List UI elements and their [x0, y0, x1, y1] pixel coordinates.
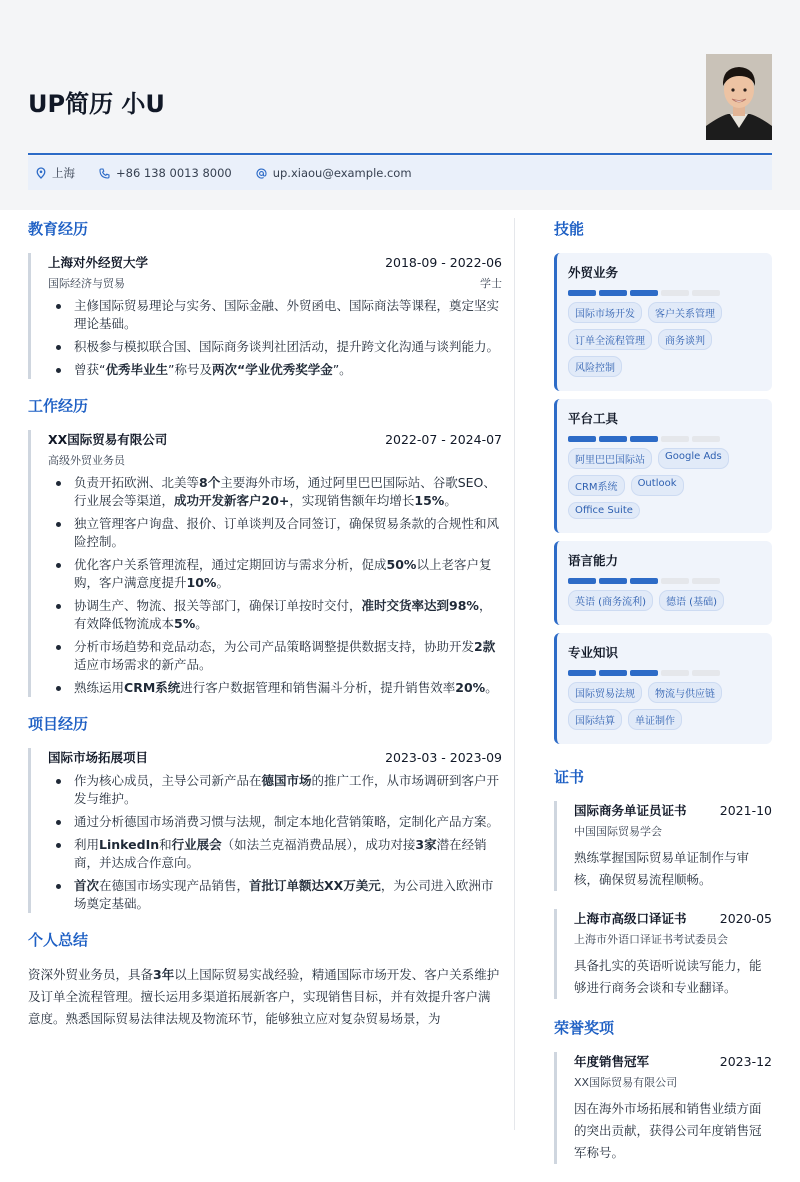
skill-tag: Office Suite [568, 502, 640, 519]
skill-tag: Google Ads [658, 448, 729, 469]
skill-card [554, 253, 772, 391]
profile-photo [706, 54, 772, 140]
bullet-item [48, 597, 502, 633]
text-run: 以上国际贸易实战经验，精通国际市场开发、客户关系维护及订单全流程管理。擅长运用多渠道拓展新客户，实现销售目标，并有效提升客户满意度。熟悉国际贸易法律法规及物流环节，能够独立应对复杂贸易场景，为 [28, 967, 500, 1026]
skills-list [554, 253, 772, 744]
summary-text [28, 964, 502, 1030]
skill-level-bar [568, 578, 762, 584]
emphasis-text: 优秀毕业生 [105, 362, 168, 377]
skill-level-bar [568, 670, 762, 676]
level-segment [661, 436, 689, 442]
text-run: 潜在经销商，并达成合作意向。 [74, 837, 487, 870]
honor-date: 2023-12 [719, 1054, 772, 1069]
text-run: 进行客户数据管理和销售漏斗分析，提升销售效率 [180, 680, 456, 695]
resume-header [28, 54, 772, 154]
cert-issuer: 上海市外语口译证书考试委员会 [574, 933, 728, 946]
emphasis-text: 首次 [74, 878, 100, 893]
education-entry [28, 253, 502, 379]
bullet-item [48, 361, 502, 379]
skill-tags [568, 448, 762, 525]
project-name: 国际市场拓展项目 [48, 750, 149, 765]
level-segment [661, 290, 689, 296]
skill-tags [568, 302, 762, 383]
emphasis-text: 准时交货率达到98% [361, 598, 479, 613]
skill-card [554, 541, 772, 625]
skill-tag: 德语 (基础) [659, 590, 724, 611]
honor-description: 因在海外市场拓展和销售业绩方面的突出贡献，获得公司年度销售冠军称号。 [574, 1101, 762, 1160]
level-segment [599, 670, 627, 676]
text-run: ”。 [332, 362, 352, 377]
text-run: 通过分析德国市场消费习惯与法规，制定本地化营销策略，定制化产品方案。 [74, 814, 500, 829]
level-segment [568, 290, 596, 296]
skill-tag: 单证制作 [628, 709, 682, 730]
emphasis-text: 20% [455, 680, 486, 695]
honor-entry [554, 1052, 772, 1164]
candidate-name: UP简历 小U [28, 90, 165, 118]
level-segment [568, 670, 596, 676]
skill-tag: CRM系统 [568, 475, 625, 496]
emphasis-text: 3年 [153, 967, 175, 982]
text-run: 。 [444, 493, 457, 508]
phone-icon [99, 168, 110, 179]
work-bullets [48, 474, 502, 697]
skill-tag: 风险控制 [568, 356, 622, 377]
skill-tag: 国际贸易法规 [568, 682, 642, 703]
bullet-item [48, 679, 502, 697]
text-run: 负责开拓欧洲、北美等 [74, 475, 200, 490]
text-run: ，为公司进入欧洲市场奠定基础。 [74, 878, 494, 911]
skill-tag: 物流与供应链 [648, 682, 722, 703]
phone-text: +86 138 0013 8000 [116, 166, 232, 180]
text-run: 。 [485, 680, 498, 695]
text-run: 优化客户关系管理流程，通过定期回访与需求分析，促成 [74, 557, 387, 572]
project-date: 2023-03 - 2023-09 [385, 750, 502, 765]
emphasis-text: 成功开发新客户20+ [174, 493, 290, 508]
text-run: 独立管理客户询盘、报价、订单谈判及合同签订，确保贸易条款的合规性和风险控制。 [74, 516, 500, 549]
level-segment [692, 290, 720, 296]
bullet-item [48, 638, 502, 674]
text-run: ，实现销售额年均增长 [289, 493, 415, 508]
email-at-icon [256, 168, 267, 179]
bullet-item [48, 474, 502, 510]
bullet-item [48, 772, 502, 808]
cert-name: 国际商务单证员证书 [574, 803, 687, 818]
skill-tag: Outlook [631, 475, 684, 496]
emphasis-text: 两次“学业优秀奖学金 [211, 362, 333, 377]
skill-tag: 英语 (商务流利) [568, 590, 653, 611]
emphasis-text: 德国市场 [261, 773, 312, 788]
level-segment [599, 436, 627, 442]
text-run: 主要海外市场，通过阿里巴巴国际站、谷歌SEO、行业展会等渠道， [74, 475, 496, 508]
bullet-item [48, 877, 502, 913]
major: 国际经济与贸易 [48, 277, 125, 290]
level-segment [630, 290, 658, 296]
bullet-item [48, 813, 502, 831]
text-run: （如法兰克福消费品展），成功对接 [221, 837, 416, 852]
emphasis-text: CRM系统 [124, 680, 181, 695]
work-date: 2022-07 - 2024-07 [385, 432, 502, 447]
skill-tags [568, 682, 762, 736]
cert-name: 上海市高级口译证书 [574, 911, 687, 926]
skill-name: 语言能力 [568, 553, 619, 568]
level-segment [692, 436, 720, 442]
skill-tag: 订单全流程管理 [568, 329, 652, 350]
honor-issuer: XX国际贸易有限公司 [574, 1076, 678, 1089]
cert-date: 2020-05 [719, 911, 772, 926]
level-segment [692, 670, 720, 676]
text-run: 。 [195, 616, 208, 631]
skill-card [554, 633, 772, 744]
location-pin-icon [36, 167, 46, 179]
text-run: 作为核心成员，主导公司新产品在 [74, 773, 262, 788]
level-segment [630, 670, 658, 676]
right-column [554, 218, 772, 1182]
level-segment [630, 436, 658, 442]
project-heading: 项目经历 [28, 715, 89, 733]
text-run: 分析市场趋势和竞品动态，为公司产品策略调整提供数据支持，协助开发 [74, 639, 475, 654]
emphasis-text: 首批订单额达XX万美元 [249, 878, 381, 893]
location-text: 上海 [52, 166, 75, 180]
contact-phone[interactable] [99, 166, 232, 180]
level-segment [661, 578, 689, 584]
emphasis-text: 8个 [199, 475, 221, 490]
text-run: 曾获“ [74, 362, 106, 377]
level-segment [568, 436, 596, 442]
bullet-item [48, 297, 502, 333]
bullet-item [48, 836, 502, 872]
text-run: 和 [159, 837, 172, 852]
text-run: 资深外贸业务员，具备 [28, 967, 154, 982]
cert-entry [554, 909, 772, 999]
level-segment [599, 578, 627, 584]
skills-heading: 技能 [554, 220, 585, 238]
column-divider [514, 218, 515, 1130]
level-segment [599, 290, 627, 296]
certs-heading: 证书 [554, 768, 585, 786]
job-title: 高级外贸业务员 [48, 454, 125, 467]
degree: 学士 [480, 277, 502, 290]
text-run: 适应市场需求的新产品。 [74, 657, 212, 672]
level-segment [630, 578, 658, 584]
text-run: ，有效降低物流成本 [74, 598, 492, 631]
skill-card [554, 399, 772, 533]
honors-heading: 荣誉奖项 [554, 1019, 615, 1037]
level-segment [692, 578, 720, 584]
bullet-item [48, 556, 502, 592]
emphasis-text: 50% [386, 557, 417, 572]
left-column [28, 218, 502, 1030]
emphasis-text: 5% [174, 616, 196, 631]
level-segment [661, 670, 689, 676]
text-run: ”称号及 [168, 362, 212, 377]
cert-description: 熟练掌握国际贸易单证制作与审核，确保贸易流程顺畅。 [574, 850, 750, 887]
text-run: 。 [216, 575, 229, 590]
project-entry [28, 748, 502, 913]
contact-bar [28, 156, 772, 190]
emphasis-text: 2款 [474, 639, 496, 654]
cert-entry [554, 801, 772, 891]
work-heading: 工作经历 [28, 397, 89, 415]
project-bullets [48, 772, 502, 913]
cert-issuer: 中国国际贸易学会 [574, 825, 662, 838]
emphasis-text: 10% [186, 575, 217, 590]
contact-location [36, 165, 75, 181]
skill-tag: 阿里巴巴国际站 [568, 448, 652, 469]
text-run: 主修国际贸易理论与实务、国际金融、外贸函电、国际商法等课程，奠定坚实理论基础。 [74, 298, 500, 331]
text-run: 协调生产、物流、报关等部门，确保订单按时交付， [74, 598, 362, 613]
skill-tag: 国际结算 [568, 709, 622, 730]
header-rule [28, 153, 772, 155]
skill-tags [568, 590, 762, 617]
skill-tag: 商务谈判 [658, 329, 712, 350]
honor-row [574, 1052, 772, 1070]
text-run: 以上老客户复购，客户满意度提升 [74, 557, 492, 590]
cert-row [574, 801, 772, 819]
text-run: 的推广工作，从市场调研到客户开发与维护。 [74, 773, 500, 806]
skill-tag: 客户关系管理 [648, 302, 722, 323]
bullet-item [48, 515, 502, 551]
text-run: 积极参与模拟联合国、国际商务谈判社团活动，提升跨文化沟通与谈判能力。 [74, 339, 500, 354]
certs-list [554, 801, 772, 999]
text-run: 利用 [74, 837, 100, 852]
contact-email[interactable] [256, 166, 412, 180]
text-run: 在德国市场实现产品销售， [99, 878, 250, 893]
emphasis-text: 15% [414, 493, 445, 508]
text-run: 熟练运用 [74, 680, 125, 695]
work-entry [28, 430, 502, 697]
summary-heading: 个人总结 [28, 931, 89, 949]
cert-date: 2021-10 [719, 803, 772, 818]
skill-name: 外贸业务 [568, 265, 619, 280]
skill-level-bar [568, 436, 762, 442]
education-bullets [48, 297, 502, 379]
bullet-item [48, 338, 502, 356]
emphasis-text: LinkedIn [99, 837, 160, 852]
school-name: 上海对外经贸大学 [48, 255, 149, 270]
skill-tag: 国际市场开发 [568, 302, 642, 323]
email-text: up.xiaou@example.com [272, 166, 412, 180]
education-date: 2018-09 - 2022-06 [385, 255, 502, 270]
honors-list [554, 1052, 772, 1164]
cert-description: 具备扎实的英语听说读写能力，能够进行商务会谈和专业翻译。 [574, 958, 762, 995]
cert-row [574, 909, 772, 927]
emphasis-text: 行业展会 [171, 837, 222, 852]
emphasis-text: 3家 [415, 837, 437, 852]
education-heading: 教育经历 [28, 220, 89, 238]
skill-name: 专业知识 [568, 645, 619, 660]
skill-name: 平台工具 [568, 411, 619, 426]
honor-name: 年度销售冠军 [574, 1054, 650, 1069]
company-name: XX国际贸易有限公司 [48, 432, 168, 447]
level-segment [568, 578, 596, 584]
skill-level-bar [568, 290, 762, 296]
